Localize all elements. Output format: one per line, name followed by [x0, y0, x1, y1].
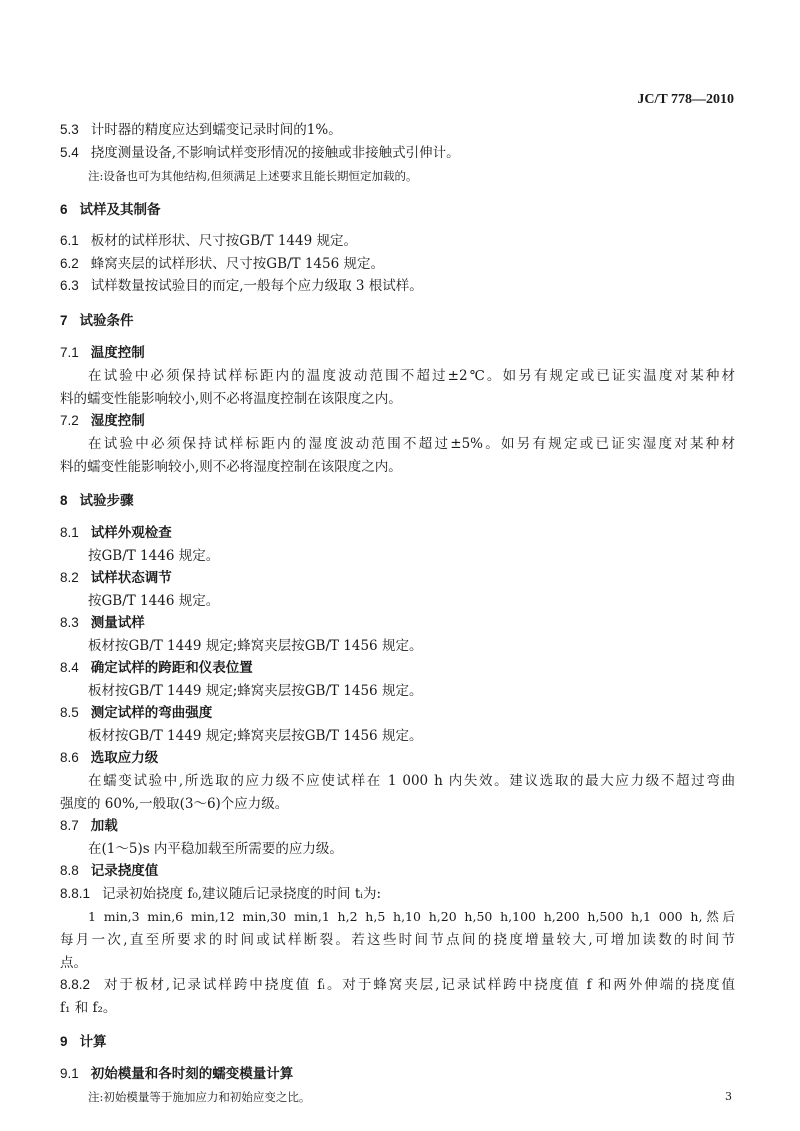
- section-number: 9: [60, 1034, 68, 1049]
- clause-8-5-text: 板材按GB/T 1449 规定;蜂窝夹层按GB/T 1456 规定。: [88, 728, 423, 744]
- clause-number: 8.5: [60, 705, 79, 720]
- clause-6-1: [60, 232, 357, 250]
- clause-8-8-1-line-1: [60, 885, 381, 903]
- clause-8-8-2-line-2: f₁ 和 f₂。: [60, 1000, 117, 1016]
- clause-number: 8.8: [60, 863, 79, 878]
- clause-number: 5.3: [60, 122, 79, 137]
- section-6-heading: [60, 201, 161, 219]
- clause-title: 湿度控制: [90, 413, 145, 429]
- clause-8-6-line-1: 在蠕变试验中,所选取的应力级不应使试样在 1 000 h 内失效。建议选取的最大应力级不超过弯曲: [88, 773, 735, 789]
- clause-title: 记录挠度值: [90, 863, 159, 879]
- clause-6-3: [60, 277, 423, 295]
- clause-title: 试样状态调节: [90, 570, 172, 586]
- page-number: 3: [725, 1090, 732, 1103]
- clause-number: 8.1: [60, 525, 79, 540]
- clause-8-8-title: [60, 862, 158, 880]
- clause-8-5-title: [60, 704, 212, 722]
- section-title: 试验条件: [79, 313, 134, 329]
- clause-text: 蜂窝夹层的试样形状、尺寸按GB/T 1456 规定。: [90, 256, 384, 272]
- clause-number: 8.3: [60, 615, 79, 630]
- clause-text: 板材的试样形状、尺寸按GB/T 1449 规定。: [90, 233, 357, 249]
- clause-8-7-text: 在(1～5)s 内平稳加载至所需要的应力级。: [88, 841, 343, 857]
- clause-7-1-line-2: 料的蠕变性能影响较小,则不必将温度控制在该限度之内。: [60, 391, 402, 407]
- clause-number: 8.8.2: [60, 977, 91, 992]
- clause-number: 8.7: [60, 818, 79, 833]
- clause-number: 6.1: [60, 233, 79, 248]
- clause-5-4: [60, 144, 460, 162]
- clause-number: 8.6: [60, 750, 79, 765]
- clause-7-2-line-2: 料的蠕变性能影响较小,则不必将湿度控制在该限度之内。: [60, 459, 402, 475]
- clause-number: 9.1: [60, 1066, 79, 1081]
- clause-text: 试样数量按试验目的而定,一般每个应力级取 3 根试样。: [90, 278, 423, 294]
- clause-8-4-text: 板材按GB/T 1449 规定;蜂窝夹层按GB/T 1456 规定。: [88, 683, 423, 699]
- clause-title: 测量试样: [90, 615, 145, 631]
- section-9-heading: [60, 1033, 107, 1051]
- clause-title: 选取应力级: [90, 750, 159, 766]
- section-number: 6: [60, 202, 68, 217]
- clause-8-1-text: 按GB/T 1446 规定。: [88, 548, 220, 564]
- section-7-heading: [60, 312, 134, 330]
- clause-8-8-1-line-4: 点。: [60, 955, 87, 971]
- clause-7-1-title: [60, 344, 145, 362]
- clause-8-6-title: [60, 749, 158, 767]
- clause-8-8-1-line-2: 1 min,3 min,6 min,12 min,30 min,1 h,2 h,5 h,10 h,20 h,50 h,100 h,200 h,500 h,1 000 h,然后: [88, 909, 735, 924]
- clause-text: 挠度测量设备,不影响试样变形情况的接触或非接触式引伸计。: [90, 145, 460, 161]
- section-number: 8: [60, 493, 68, 508]
- note-2: 注:初始模量等于施加应力和初始应变之比。: [88, 1090, 311, 1104]
- clause-title: 确定试样的跨距和仪表位置: [90, 660, 253, 676]
- clause-title: 初始模量和各时刻的蠕变模量计算: [90, 1066, 294, 1082]
- section-title: 计算: [79, 1034, 107, 1050]
- clause-text: 记录初始挠度 f₀,建议随后记录挠度的时间 tᵢ为:: [102, 886, 382, 902]
- clause-5-3: [60, 121, 342, 139]
- clause-title: 加载: [90, 818, 118, 834]
- standard-code-header: JC/T 778—2010: [637, 92, 734, 107]
- clause-8-2-title: [60, 569, 172, 587]
- section-number: 7: [60, 313, 68, 328]
- clause-number: 6.2: [60, 256, 79, 271]
- section-title: 试样及其制备: [79, 202, 161, 218]
- clause-text: 计时器的精度应达到蠕变记录时间的1%。: [90, 122, 342, 138]
- clause-8-3-title: [60, 614, 145, 632]
- clause-7-1-line-1: 在试验中必须保持试样标距内的温度波动范围不超过±2℃。如另有规定或已证实温度对某种材: [88, 368, 735, 384]
- clause-number: 7.1: [60, 345, 79, 360]
- clause-number: 7.2: [60, 413, 79, 428]
- clause-7-2-line-1: 在试验中必须保持试样标距内的湿度波动范围不超过±5%。如另有规定或已证实湿度对某种材: [88, 436, 735, 452]
- clause-6-2: [60, 255, 384, 273]
- clause-8-7-title: [60, 817, 118, 835]
- clause-number: 6.3: [60, 278, 79, 293]
- clause-title: 温度控制: [90, 345, 145, 361]
- note-1: 注:设备也可为其他结构,但须满足上述要求且能长期恒定加载的。: [88, 169, 418, 183]
- clause-number: 8.4: [60, 660, 79, 675]
- clause-number: 8.8.1: [60, 886, 91, 901]
- clause-number: 8.2: [60, 570, 79, 585]
- clause-8-8-2-line-1: [60, 976, 735, 994]
- clause-8-6-line-2: 强度的 60%,一般取(3～6)个应力级。: [60, 796, 289, 812]
- clause-7-2-title: [60, 412, 145, 430]
- clause-8-8-1-line-3: 每月一次,直至所要求的时间或试样断裂。若这些时间节点间的挠度增量较大,可增加读数的时间节: [60, 932, 735, 948]
- clause-number: 5.4: [60, 145, 79, 160]
- clause-title: 试样外观检查: [90, 525, 172, 541]
- clause-title: 测定试样的弯曲强度: [90, 705, 213, 721]
- clause-8-4-title: [60, 659, 253, 677]
- clause-8-1-title: [60, 524, 172, 542]
- clause-8-2-text: 按GB/T 1446 规定。: [88, 593, 220, 609]
- clause-text: 对于板材,记录试样跨中挠度值 fᵢ。对于蜂窝夹层,记录试样跨中挠度值 f 和两外伸端的挠度值: [102, 977, 735, 993]
- clause-9-1-title: [60, 1065, 293, 1083]
- section-title: 试验步骤: [79, 493, 134, 509]
- clause-8-3-text: 板材按GB/T 1449 规定;蜂窝夹层按GB/T 1456 规定。: [88, 638, 423, 654]
- section-8-heading: [60, 492, 134, 510]
